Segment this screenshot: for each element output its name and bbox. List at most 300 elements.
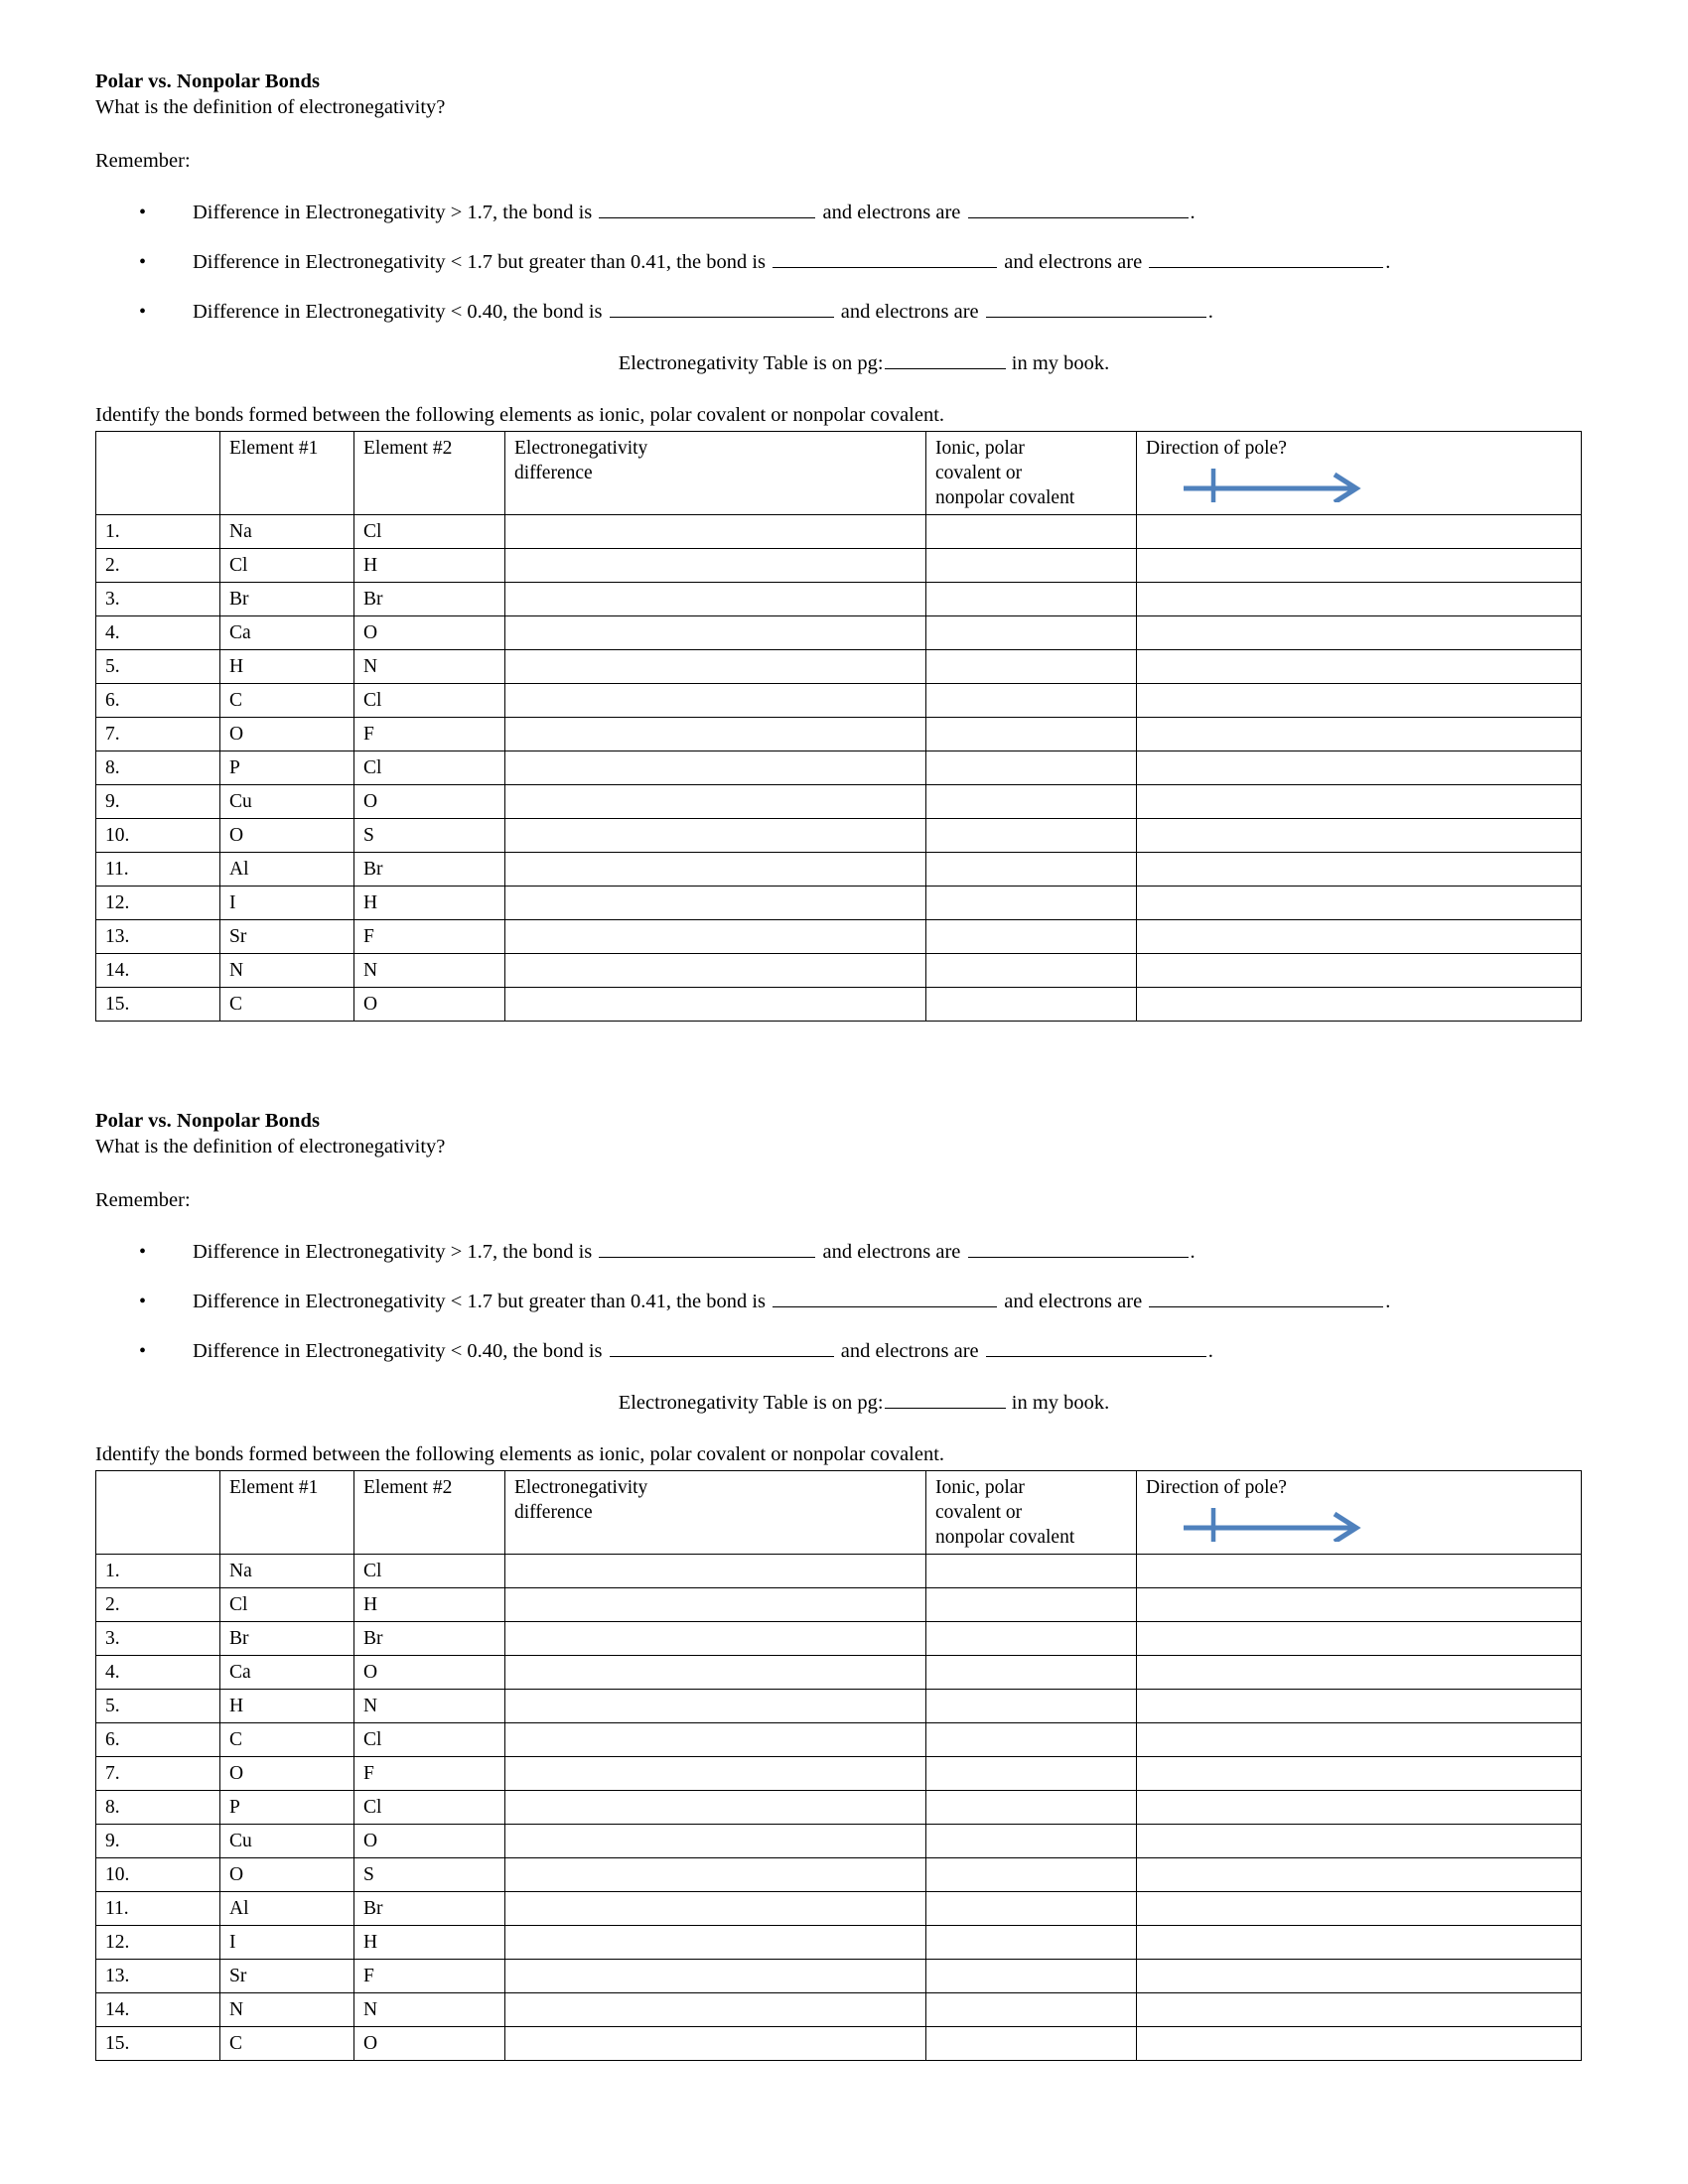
cell-element-1: N: [220, 1993, 354, 2027]
row-number: 12.: [96, 887, 220, 920]
rule-1-connector: and electrons are: [822, 1241, 961, 1263]
cell-difference[interactable]: [505, 785, 926, 819]
identify-instruction: Identify the bonds formed between the following elements as ionic, polar covalent or nonpolar covalent.: [95, 404, 945, 426]
cell-element-2: Cl: [354, 1723, 505, 1757]
row-number: 6.: [96, 1723, 220, 1757]
rule-item-2: [95, 1289, 1593, 1314]
cell-pole-direction[interactable]: [1137, 718, 1582, 751]
rule-item-1: [95, 200, 1593, 225]
cell-element-2: Cl: [354, 1555, 505, 1588]
row-number: 10.: [96, 1858, 220, 1892]
table-row: [96, 2027, 1582, 2061]
bonds-table-2: [95, 1470, 1582, 2061]
header-type-line-3: nonpolar covalent: [935, 1527, 1075, 1548]
cell-element-2: N: [354, 954, 505, 988]
header-element-2: Element #2: [354, 1471, 505, 1555]
cell-pole-direction[interactable]: [1137, 1555, 1582, 1588]
cell-bond-type[interactable]: [926, 954, 1137, 988]
cell-pole-direction[interactable]: [1137, 853, 1582, 887]
table-row: [96, 1858, 1582, 1892]
table-row: [96, 954, 1582, 988]
rule-1-blank-electrons[interactable]: [968, 1240, 1189, 1258]
row-number: 3.: [96, 583, 220, 616]
cell-difference[interactable]: [505, 751, 926, 785]
cell-difference[interactable]: [505, 1588, 926, 1622]
cell-bond-type[interactable]: [926, 549, 1137, 583]
header-bond-type: [926, 432, 1137, 515]
cell-element-1: I: [220, 887, 354, 920]
bullet-icon: •: [139, 1340, 147, 1362]
table-header-row: [96, 432, 1582, 515]
table-row: [96, 1622, 1582, 1656]
rule-1-blank-electrons[interactable]: [968, 201, 1189, 218]
row-number: 3.: [96, 1622, 220, 1656]
table-row: [96, 1723, 1582, 1757]
cell-pole-direction[interactable]: [1137, 1926, 1582, 1960]
rule-item-3: [95, 299, 1593, 325]
table-row: [96, 583, 1582, 616]
cell-element-2: H: [354, 887, 505, 920]
page-title: Polar vs. Nonpolar Bonds: [95, 70, 321, 92]
cell-element-1: Cl: [220, 1588, 354, 1622]
row-number: 2.: [96, 1588, 220, 1622]
cell-difference[interactable]: [505, 1825, 926, 1858]
cell-difference[interactable]: [505, 1555, 926, 1588]
rule-2-blank-bond[interactable]: [773, 1290, 997, 1307]
cell-element-2: Br: [354, 1892, 505, 1926]
rule-3-period: .: [1207, 301, 1213, 323]
cell-element-1: C: [220, 988, 354, 1022]
bullet-icon: •: [139, 301, 147, 323]
rule-3-text: Difference in Electronegativity < 0.40, the bond is: [193, 1340, 603, 1362]
header-type-line-1: Ionic, polar: [935, 438, 1025, 459]
row-number: 15.: [96, 988, 220, 1022]
row-number: 8.: [96, 751, 220, 785]
cell-bond-type[interactable]: [926, 1622, 1137, 1656]
cell-element-1: Cl: [220, 549, 354, 583]
row-number: 5.: [96, 650, 220, 684]
cell-pole-direction[interactable]: [1137, 751, 1582, 785]
header-type-line-3: nonpolar covalent: [935, 487, 1075, 508]
cell-bond-type[interactable]: [926, 751, 1137, 785]
bullet-icon: •: [139, 202, 147, 223]
cell-pole-direction[interactable]: [1137, 515, 1582, 549]
cell-element-2: F: [354, 1960, 505, 1993]
table-row: [96, 549, 1582, 583]
header-direction-label: Direction of pole?: [1146, 438, 1287, 459]
cell-bond-type[interactable]: [926, 1825, 1137, 1858]
cell-bond-type[interactable]: [926, 819, 1137, 853]
cell-element-1: Na: [220, 1555, 354, 1588]
dipole-arrow-icon: [1182, 467, 1380, 502]
textbook-page-label: Electronegativity Table is on pg:: [618, 352, 884, 374]
table-row: [96, 1825, 1582, 1858]
cell-bond-type[interactable]: [926, 1892, 1137, 1926]
rule-3-period: .: [1207, 1340, 1213, 1362]
table-row: [96, 1960, 1582, 1993]
cell-bond-type[interactable]: [926, 1690, 1137, 1723]
row-number: 5.: [96, 1690, 220, 1723]
cell-element-2: F: [354, 920, 505, 954]
row-number: 11.: [96, 853, 220, 887]
cell-difference[interactable]: [505, 1858, 926, 1892]
textbook-page-suffix: in my book.: [1011, 1392, 1110, 1414]
remember-label: Remember:: [95, 1189, 191, 1211]
cell-element-2: S: [354, 819, 505, 853]
cell-element-1: Al: [220, 1892, 354, 1926]
row-number: 7.: [96, 718, 220, 751]
cell-pole-direction[interactable]: [1137, 1622, 1582, 1656]
cell-difference[interactable]: [505, 1960, 926, 1993]
page-title: Polar vs. Nonpolar Bonds: [95, 1110, 321, 1132]
worksheet-copy-1: [0, 69, 1688, 1022]
table-header-row: [96, 1471, 1582, 1555]
cell-element-1: Br: [220, 583, 354, 616]
cell-element-1: H: [220, 650, 354, 684]
table-row: [96, 1555, 1582, 1588]
cell-pole-direction[interactable]: [1137, 988, 1582, 1022]
row-number: 1.: [96, 1555, 220, 1588]
cell-bond-type[interactable]: [926, 1588, 1137, 1622]
cell-bond-type[interactable]: [926, 1926, 1137, 1960]
cell-bond-type[interactable]: [926, 583, 1137, 616]
rule-1-blank-bond[interactable]: [599, 1240, 815, 1258]
cell-element-1: C: [220, 684, 354, 718]
row-number: 11.: [96, 1892, 220, 1926]
cell-bond-type[interactable]: [926, 650, 1137, 684]
textbook-page-blank[interactable]: [885, 1391, 1006, 1409]
table-row: [96, 853, 1582, 887]
rule-3-blank-electrons[interactable]: [986, 1339, 1206, 1357]
row-number: 7.: [96, 1757, 220, 1791]
cell-pole-direction[interactable]: [1137, 819, 1582, 853]
rule-2-blank-electrons[interactable]: [1149, 250, 1383, 268]
cell-pole-direction[interactable]: [1137, 1892, 1582, 1926]
rule-3-connector: and electrons are: [840, 1340, 979, 1362]
cell-bond-type[interactable]: [926, 1723, 1137, 1757]
cell-difference[interactable]: [505, 1656, 926, 1690]
cell-element-2: H: [354, 549, 505, 583]
bullet-icon: •: [139, 1241, 147, 1263]
cell-difference[interactable]: [505, 684, 926, 718]
row-number: 4.: [96, 616, 220, 650]
cell-difference[interactable]: [505, 616, 926, 650]
cell-difference[interactable]: [505, 920, 926, 954]
rule-3-blank-bond[interactable]: [610, 300, 834, 318]
rule-1-text: Difference in Electronegativity > 1.7, the bond is: [193, 1241, 593, 1263]
textbook-page-blank[interactable]: [885, 351, 1006, 369]
bonds-table-body: [96, 1471, 1582, 2061]
cell-pole-direction[interactable]: [1137, 650, 1582, 684]
rule-2-connector: and electrons are: [1004, 251, 1143, 273]
table-row: [96, 1892, 1582, 1926]
cell-bond-type[interactable]: [926, 887, 1137, 920]
cell-pole-direction[interactable]: [1137, 684, 1582, 718]
header-type-line-2: covalent or: [935, 463, 1023, 483]
cell-bond-type[interactable]: [926, 718, 1137, 751]
cell-pole-direction[interactable]: [1137, 1993, 1582, 2027]
cell-element-2: O: [354, 1825, 505, 1858]
worksheet-copy-2: [0, 1109, 1688, 2061]
row-number: 9.: [96, 785, 220, 819]
row-number: 8.: [96, 1791, 220, 1825]
definition-prompt: What is the definition of electronegativity?: [95, 1136, 446, 1158]
cell-element-1: C: [220, 2027, 354, 2061]
cell-element-2: O: [354, 2027, 505, 2061]
cell-element-1: Sr: [220, 920, 354, 954]
cell-bond-type[interactable]: [926, 988, 1137, 1022]
table-row: [96, 1791, 1582, 1825]
cell-bond-type[interactable]: [926, 1960, 1137, 1993]
cell-bond-type[interactable]: [926, 1555, 1137, 1588]
rule-3-text: Difference in Electronegativity < 0.40, the bond is: [193, 301, 603, 323]
row-number: 14.: [96, 1993, 220, 2027]
cell-difference[interactable]: [505, 718, 926, 751]
cell-element-2: F: [354, 718, 505, 751]
row-number: 9.: [96, 1825, 220, 1858]
header-type-line-1: Ionic, polar: [935, 1477, 1025, 1498]
cell-bond-type[interactable]: [926, 1993, 1137, 2027]
cell-difference[interactable]: [505, 954, 926, 988]
cell-pole-direction[interactable]: [1137, 1588, 1582, 1622]
row-number: 13.: [96, 1960, 220, 1993]
cell-element-2: Cl: [354, 515, 505, 549]
header-element-2: Element #2: [354, 432, 505, 515]
cell-pole-direction[interactable]: [1137, 549, 1582, 583]
cell-difference[interactable]: [505, 549, 926, 583]
cell-element-2: O: [354, 988, 505, 1022]
cell-element-1: C: [220, 1723, 354, 1757]
rule-2-period: .: [1385, 251, 1391, 273]
rule-1-connector: and electrons are: [822, 202, 961, 223]
header-diff-line-1: Electronegativity: [514, 438, 648, 459]
cell-element-1: Ca: [220, 1656, 354, 1690]
textbook-page-line: [95, 1390, 1593, 1416]
rule-1-period: .: [1190, 1241, 1196, 1263]
cell-bond-type[interactable]: [926, 1757, 1137, 1791]
dipole-arrow-icon: [1182, 1506, 1380, 1542]
cell-element-1: O: [220, 1858, 354, 1892]
table-row: [96, 718, 1582, 751]
cell-difference[interactable]: [505, 1993, 926, 2027]
header-electronegativity-difference: [505, 1471, 926, 1555]
cell-difference[interactable]: [505, 515, 926, 549]
cell-bond-type[interactable]: [926, 2027, 1137, 2061]
cell-pole-direction[interactable]: [1137, 1690, 1582, 1723]
row-number: 1.: [96, 515, 220, 549]
cell-difference[interactable]: [505, 1622, 926, 1656]
cell-pole-direction[interactable]: [1137, 1858, 1582, 1892]
rule-1-text: Difference in Electronegativity > 1.7, the bond is: [193, 202, 593, 223]
textbook-page-line: [95, 350, 1593, 376]
table-row: [96, 1926, 1582, 1960]
bullet-icon: •: [139, 1291, 147, 1312]
cell-pole-direction[interactable]: [1137, 785, 1582, 819]
header-diff-line-1: Electronegativity: [514, 1477, 648, 1498]
cell-pole-direction[interactable]: [1137, 1825, 1582, 1858]
cell-bond-type[interactable]: [926, 853, 1137, 887]
cell-pole-direction[interactable]: [1137, 1723, 1582, 1757]
header-direction-of-pole: [1137, 432, 1582, 515]
cell-element-1: O: [220, 1757, 354, 1791]
definition-prompt: What is the definition of electronegativity?: [95, 96, 446, 118]
table-row: [96, 1656, 1582, 1690]
cell-element-1: H: [220, 1690, 354, 1723]
cell-pole-direction[interactable]: [1137, 954, 1582, 988]
header-direction-of-pole: [1137, 1471, 1582, 1555]
header-element-1: Element #1: [220, 1471, 354, 1555]
cell-pole-direction[interactable]: [1137, 2027, 1582, 2061]
cell-element-1: P: [220, 751, 354, 785]
cell-pole-direction[interactable]: [1137, 583, 1582, 616]
cell-element-2: N: [354, 1993, 505, 2027]
cell-pole-direction[interactable]: [1137, 1791, 1582, 1825]
cell-bond-type[interactable]: [926, 1791, 1137, 1825]
cell-element-2: O: [354, 785, 505, 819]
cell-element-1: I: [220, 1926, 354, 1960]
header-electronegativity-difference: [505, 432, 926, 515]
cell-element-1: P: [220, 1791, 354, 1825]
table-row: [96, 988, 1582, 1022]
cell-element-1: Br: [220, 1622, 354, 1656]
table-row: [96, 920, 1582, 954]
cell-element-1: Cu: [220, 785, 354, 819]
header-element-1: Element #1: [220, 432, 354, 515]
cell-element-2: Cl: [354, 751, 505, 785]
table-row: [96, 1588, 1582, 1622]
cell-bond-type[interactable]: [926, 684, 1137, 718]
table-row: [96, 887, 1582, 920]
header-bond-type: [926, 1471, 1137, 1555]
cell-element-2: Cl: [354, 1791, 505, 1825]
rule-1-blank-bond[interactable]: [599, 201, 815, 218]
row-number: 15.: [96, 2027, 220, 2061]
cell-pole-direction[interactable]: [1137, 1656, 1582, 1690]
rule-item-1: [95, 1239, 1593, 1265]
rule-1-period: .: [1190, 202, 1196, 223]
row-number: 10.: [96, 819, 220, 853]
cell-bond-type[interactable]: [926, 1656, 1137, 1690]
bonds-table-1: [95, 431, 1582, 1022]
table-row: [96, 515, 1582, 549]
cell-pole-direction[interactable]: [1137, 1960, 1582, 1993]
cell-bond-type[interactable]: [926, 616, 1137, 650]
table-row: [96, 616, 1582, 650]
cell-difference[interactable]: [505, 1757, 926, 1791]
row-number: 4.: [96, 1656, 220, 1690]
rule-2-blank-bond[interactable]: [773, 250, 997, 268]
remember-label: Remember:: [95, 150, 191, 172]
cell-element-2: Cl: [354, 684, 505, 718]
cell-element-2: O: [354, 1656, 505, 1690]
textbook-page-suffix: in my book.: [1011, 352, 1110, 374]
cell-element-2: Br: [354, 583, 505, 616]
table-row: [96, 650, 1582, 684]
bullet-icon: •: [139, 251, 147, 273]
table-row: [96, 1993, 1582, 2027]
rule-2-connector: and electrons are: [1004, 1291, 1143, 1312]
cell-bond-type[interactable]: [926, 515, 1137, 549]
header-direction-label: Direction of pole?: [1146, 1477, 1287, 1498]
header-number: [96, 432, 220, 515]
bonds-table-body: [96, 432, 1582, 1022]
header-number: [96, 1471, 220, 1555]
rule-item-2: [95, 249, 1593, 275]
cell-difference[interactable]: [505, 2027, 926, 2061]
cell-element-2: H: [354, 1588, 505, 1622]
rule-2-blank-electrons[interactable]: [1149, 1290, 1383, 1307]
cell-difference[interactable]: [505, 887, 926, 920]
table-row: [96, 751, 1582, 785]
cell-difference[interactable]: [505, 853, 926, 887]
identify-instruction: Identify the bonds formed between the following elements as ionic, polar covalent or nonpolar covalent.: [95, 1443, 945, 1465]
cell-element-1: Cu: [220, 1825, 354, 1858]
row-number: 6.: [96, 684, 220, 718]
cell-element-2: F: [354, 1757, 505, 1791]
cell-difference[interactable]: [505, 583, 926, 616]
row-number: 2.: [96, 549, 220, 583]
table-row: [96, 684, 1582, 718]
rule-3-blank-electrons[interactable]: [986, 300, 1206, 318]
cell-element-1: O: [220, 819, 354, 853]
table-row: [96, 785, 1582, 819]
cell-difference[interactable]: [505, 1690, 926, 1723]
cell-difference[interactable]: [505, 1926, 926, 1960]
cell-difference[interactable]: [505, 1892, 926, 1926]
cell-difference[interactable]: [505, 988, 926, 1022]
table-row: [96, 819, 1582, 853]
cell-element-2: Br: [354, 853, 505, 887]
cell-element-2: O: [354, 616, 505, 650]
cell-element-2: S: [354, 1858, 505, 1892]
cell-pole-direction[interactable]: [1137, 920, 1582, 954]
cell-element-2: Br: [354, 1622, 505, 1656]
rule-3-connector: and electrons are: [840, 301, 979, 323]
row-number: 14.: [96, 954, 220, 988]
rules-list: [95, 200, 1593, 325]
cell-bond-type[interactable]: [926, 920, 1137, 954]
cell-bond-type[interactable]: [926, 785, 1137, 819]
cell-bond-type[interactable]: [926, 1858, 1137, 1892]
table-row: [96, 1757, 1582, 1791]
cell-element-1: Sr: [220, 1960, 354, 1993]
cell-difference[interactable]: [505, 1723, 926, 1757]
row-number: 12.: [96, 1926, 220, 1960]
cell-element-1: Al: [220, 853, 354, 887]
cell-difference[interactable]: [505, 819, 926, 853]
cell-difference[interactable]: [505, 650, 926, 684]
cell-difference[interactable]: [505, 1791, 926, 1825]
textbook-page-label: Electronegativity Table is on pg:: [618, 1392, 884, 1414]
cell-element-2: H: [354, 1926, 505, 1960]
cell-element-2: N: [354, 1690, 505, 1723]
cell-pole-direction[interactable]: [1137, 616, 1582, 650]
cell-element-2: N: [354, 650, 505, 684]
cell-element-1: Ca: [220, 616, 354, 650]
rule-2-text: Difference in Electronegativity < 1.7 but greater than 0.41, the bond is: [193, 1291, 767, 1312]
header-diff-line-2: difference: [514, 463, 593, 483]
rule-item-3: [95, 1338, 1593, 1364]
cell-pole-direction[interactable]: [1137, 1757, 1582, 1791]
cell-element-1: N: [220, 954, 354, 988]
cell-pole-direction[interactable]: [1137, 887, 1582, 920]
header-diff-line-2: difference: [514, 1502, 593, 1523]
row-number: 13.: [96, 920, 220, 954]
table-row: [96, 1690, 1582, 1723]
rule-3-blank-bond[interactable]: [610, 1339, 834, 1357]
rule-2-period: .: [1385, 1291, 1391, 1312]
cell-element-1: O: [220, 718, 354, 751]
